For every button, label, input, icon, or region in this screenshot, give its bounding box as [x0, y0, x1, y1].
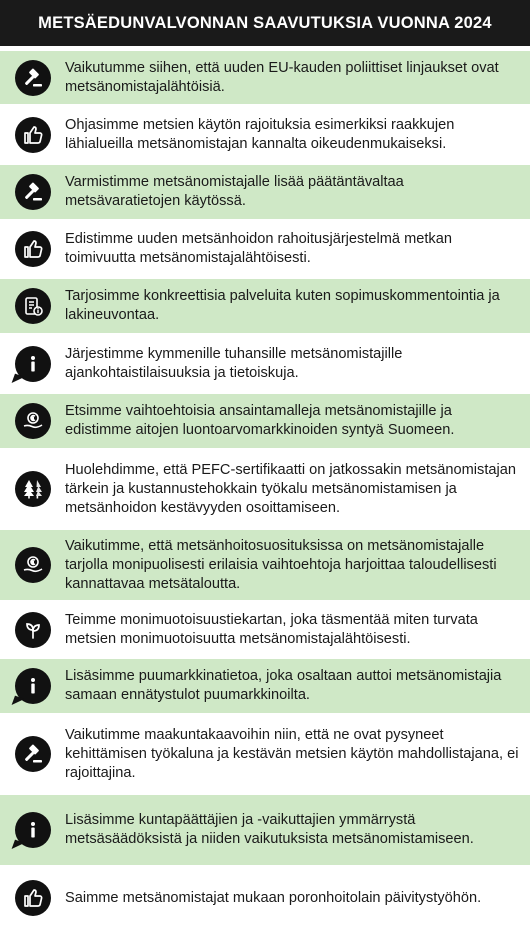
- list-item: [0, 107, 530, 162]
- list-item-text: Lisäsimme puumarkkinatietoa, joka osaltaan auttoi metsänomistajia samaan ennätystulot puumarkkinoilta.: [65, 668, 502, 703]
- list-item: [0, 394, 530, 448]
- thumbs-up-icon: [15, 117, 51, 153]
- list-item: [0, 165, 530, 219]
- list-item-text: Edistimme uuden metsänhoidon rahoitusjärjestelmä metkan toimivuutta metsänomistajalähtöisesti.: [65, 231, 452, 266]
- list-item-text: Lisäsimme kuntapäättäjien ja -vaikuttajien ymmärrystä metsäsäädöksistä ja niiden vaikutuksista metsänomistamiseen.: [65, 812, 474, 847]
- list-item-text: Ohjasimme metsien käytön rajoituksia esimerkiksi raakkujen lähialueilla metsänomistajan kannalta oikeudenmukaiseksi.: [65, 116, 455, 152]
- info-icon: [15, 812, 51, 848]
- list-item: [0, 868, 530, 928]
- list-item: [0, 530, 530, 600]
- sprout-icon: [15, 612, 51, 648]
- gavel-icon: [15, 60, 51, 96]
- list-item: [0, 795, 530, 865]
- gavel-icon: [15, 174, 51, 210]
- euro-hand-icon: [15, 403, 51, 439]
- list-item-text: Huolehdimme, että PEFC-sertifikaatti on jatkossakin metsänomistajan tärkein ja kustannustehokkain työkalu metsänomistamisen ja metsänhoidon kestävyyden osoittamiseen.: [65, 461, 516, 516]
- list-item-text: Vaikutimme, että metsänhoitosuosituksissa on metsänomistajalle tarjolla monipuolisesti erilaisia vaihtoehtoja harjoittaa taloudellisesti kannattavaa metsätaloutta.: [65, 537, 497, 592]
- list-item: [0, 222, 530, 276]
- list-item-text: Etsimme vaihtoehtoisia ansaintamalleja metsänomistajille ja edistimme aitojen luontoarvomarkkinoiden syntyä Suomeen.: [65, 403, 455, 438]
- list-item: [0, 336, 530, 391]
- list-item: [0, 451, 530, 527]
- list-item: [0, 279, 530, 333]
- trees-icon: [15, 471, 51, 507]
- list-item: [0, 51, 530, 104]
- euro-hand-icon: [15, 547, 51, 583]
- list-item-text: Järjestimme kymmenille tuhansille metsänomistajille ajankohtaistilaisuuksia ja tietoiskuja.: [65, 345, 403, 381]
- clipboard-info-icon: [15, 288, 51, 324]
- list-item-text: Vaikutumme siihen, että uuden EU-kauden poliittiset linjaukset ovat metsänomistajalähtöisiä.: [65, 59, 499, 95]
- list-item: [0, 716, 530, 792]
- thumbs-up-icon: [15, 880, 51, 916]
- thumbs-up-icon: [15, 231, 51, 267]
- page-title: METSÄEDUNVALVONNAN SAAVUTUKSIA VUONNA 2024: [0, 0, 530, 46]
- list-item-text: Varmistimme metsänomistajalle lisää päätäntävaltaa metsävaratietojen käytössä.: [65, 174, 404, 209]
- list-item-text: Saimme metsänomistajat mukaan poronhoitolain päivitystyöhön.: [65, 889, 482, 906]
- list-item: [0, 603, 530, 656]
- gavel-icon: [15, 736, 51, 772]
- list-item: [0, 659, 530, 713]
- list-item-text: Tarjosimme konkreettisia palveluita kuten sopimuskommentointia ja lakineuvontaa.: [65, 288, 500, 323]
- info-icon: [15, 668, 51, 704]
- list-item-text: Teimme monimuotoisuustiekartan, joka täsmentää miten turvata metsien monimuotoisuutta metsänomistajalähtöisesti.: [65, 611, 478, 647]
- list-item-text: Vaikutimme maakuntakaavoihin niin, että ne ovat pysyneet kehittämisen työkaluna ja kestävän metsien käytön mahdollistajana, ei rajoittajina.: [65, 726, 519, 781]
- info-icon: [15, 346, 51, 382]
